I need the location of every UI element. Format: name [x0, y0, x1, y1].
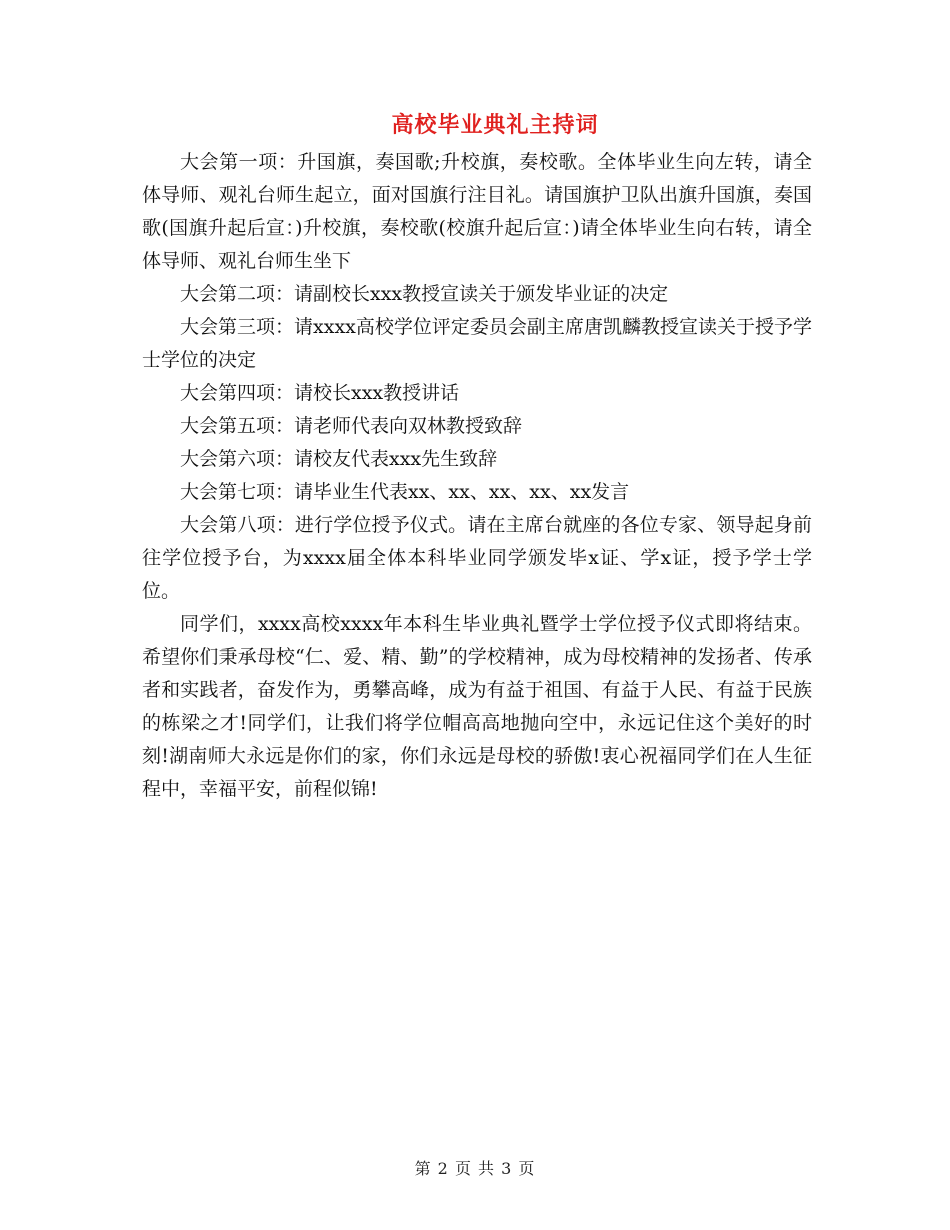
closing-paragraph: 同学们，xxxx高校xxxx年本科生毕业典礼暨学士学位授予仪式即将结束。希望你们秉承母校“仁、爱、精、勤”的学校精神，成为母校精神的发扬者、传承者和实践者，奋发作为，勇攀高峰，成为有益于祖国、有益于人民、有益于民族的栋梁之才!同学们，让我们将学位帽高高地抛向空中，永远记住这个美好的时刻!湖南师大永远是你们的家，你们永远是母校的骄傲!衷心祝福同学们在人生征程中，幸福平安，前程似锦!: [142, 613, 812, 800]
paragraph-item-3: 大会第三项：请xxxx高校学位评定委员会副主席唐凯麟教授宣读关于授予学士学位的决定: [142, 316, 812, 371]
page-number-footer: 第 2 页 共 3 页: [414, 1159, 536, 1178]
paragraph-item-1: 大会第一项：升国旗，奏国歌;升校旗，奏校歌。全体毕业生向左转，请全体导师、观礼台师生起立，面对国旗行注目礼。请国旗护卫队出旗升国旗，奏国歌(国旗升起后宣：)升校旗，奏校歌(校旗升起后宣：)请全体毕业生向右转，请全体导师、观礼台师生坐下: [142, 151, 812, 272]
paragraph-item-7: 大会第七项：请毕业生代表xx、xx、xx、xx、xx发言: [180, 481, 630, 503]
paragraph-item-8: 大会第八项：进行学位授予仪式。请在主席台就座的各位专家、领导起身前往学位授予台，为xxxx届全体本科毕业同学颁发毕x证、学x证，授予学士学位。: [142, 514, 812, 602]
document-body: [142, 146, 812, 806]
paragraph-item-5: 大会第五项：请老师代表向双林教授致辞: [180, 415, 523, 437]
paragraph-item-4: 大会第四项：请校长xxx教授讲话: [180, 382, 460, 404]
paragraph-item-6: 大会第六项：请校友代表xxx先生致辞: [180, 448, 498, 470]
document-title: 高校毕业典礼主持词: [391, 112, 599, 138]
paragraph-item-2: 大会第二项：请副校长xxx教授宣读关于颁发毕业证的决定: [180, 283, 669, 305]
